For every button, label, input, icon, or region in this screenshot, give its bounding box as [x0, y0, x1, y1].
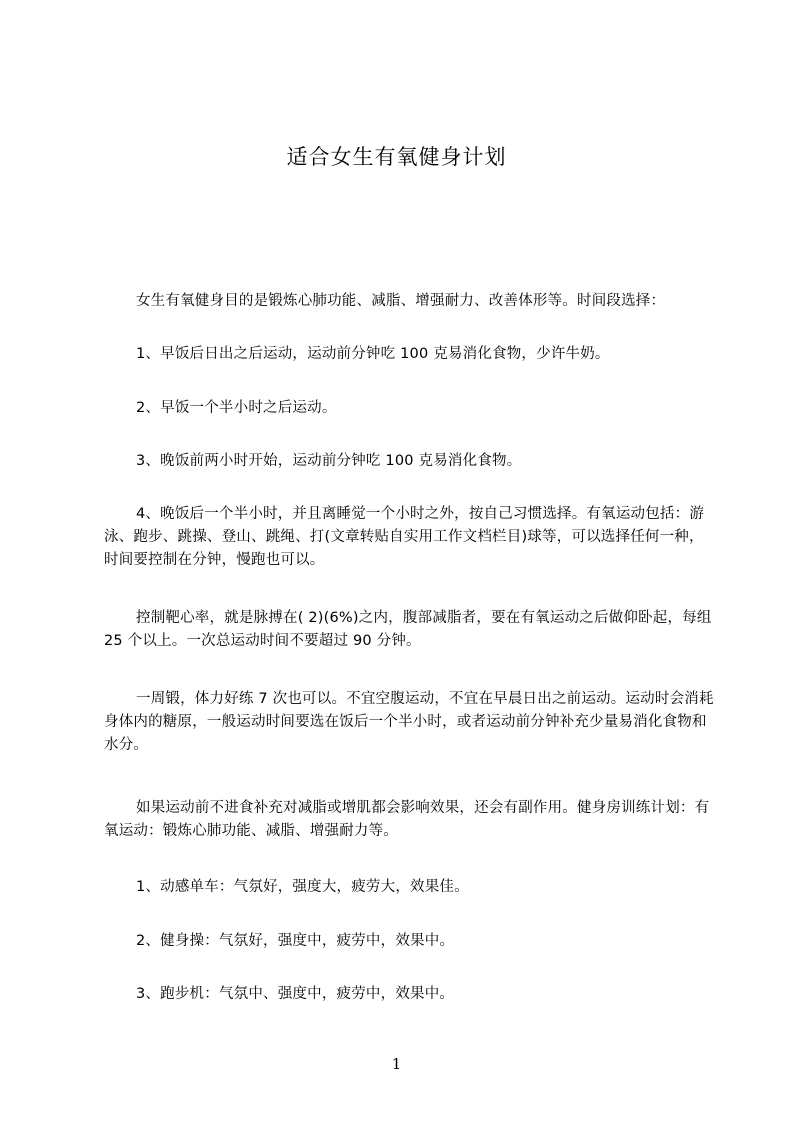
paragraph-aerobics: 2、健身操：气氛好，强度中，疲劳中，效果中。: [136, 933, 455, 949]
paragraph-intro: 女生有氧健身目的是锻炼心肺功能、减脂、增强耐力、改善体形等。时间段选择：: [136, 293, 666, 309]
document-title: 适合女生有氧健身计划: [286, 145, 507, 169]
paragraph-spin-bike: 1、动感单车：气氛好，强度大，疲劳大，效果佳。: [136, 879, 469, 895]
paragraph-time-option-4: 4、晚饭后一个半小时，并且离睡觉一个小时之外，按自己习惯选择。有氧运动包括：游泳、跑步、跳操、登山、跳绳、打(文章转贴自实用工作文档栏目)球等，可以选择任何一种，时间要控制在分钟，慢跑也可以。: [104, 506, 705, 568]
paragraph-time-option-1: 1、早饭后日出之后运动，运动前分钟吃 100 克易消化食物，少许牛奶。: [136, 346, 610, 362]
page-number: 1: [391, 1055, 402, 1073]
paragraph-time-option-3: 3、晚饭前两小时开始，运动前分钟吃 100 克易消化食物。: [136, 453, 522, 469]
paragraph-weekly-exercise: 一周锻，体力好练 7 次也可以。不宜空腹运动，不宜在早晨日出之前运动。运动时会消耗身体内的糖原，一般运动时间要选在饭后一个半小时，或者运动前分钟补充少量易消化食物和水分。: [104, 691, 714, 753]
paragraph-time-option-2: 2、早饭一个半小时之后运动。: [136, 400, 337, 416]
paragraph-gym-plan: 如果运动前不进食补充对减脂或增肌都会影响效果，还会有副作用。健身房训练计划：有氧运动：锻炼心肺功能、减脂、增强耐力等。: [104, 800, 710, 839]
paragraph-treadmill: 3、跑步机：气氛中、强度中，疲劳中，效果中。: [136, 986, 455, 1002]
paragraph-heart-rate: 控制靶心率，就是脉搏在( 2)(6%)之内，腹部减脂者，要在有氧运动之后做仰卧起，每组 25 个以上。一次总运动时间不要超过 90 分钟。: [104, 610, 712, 649]
